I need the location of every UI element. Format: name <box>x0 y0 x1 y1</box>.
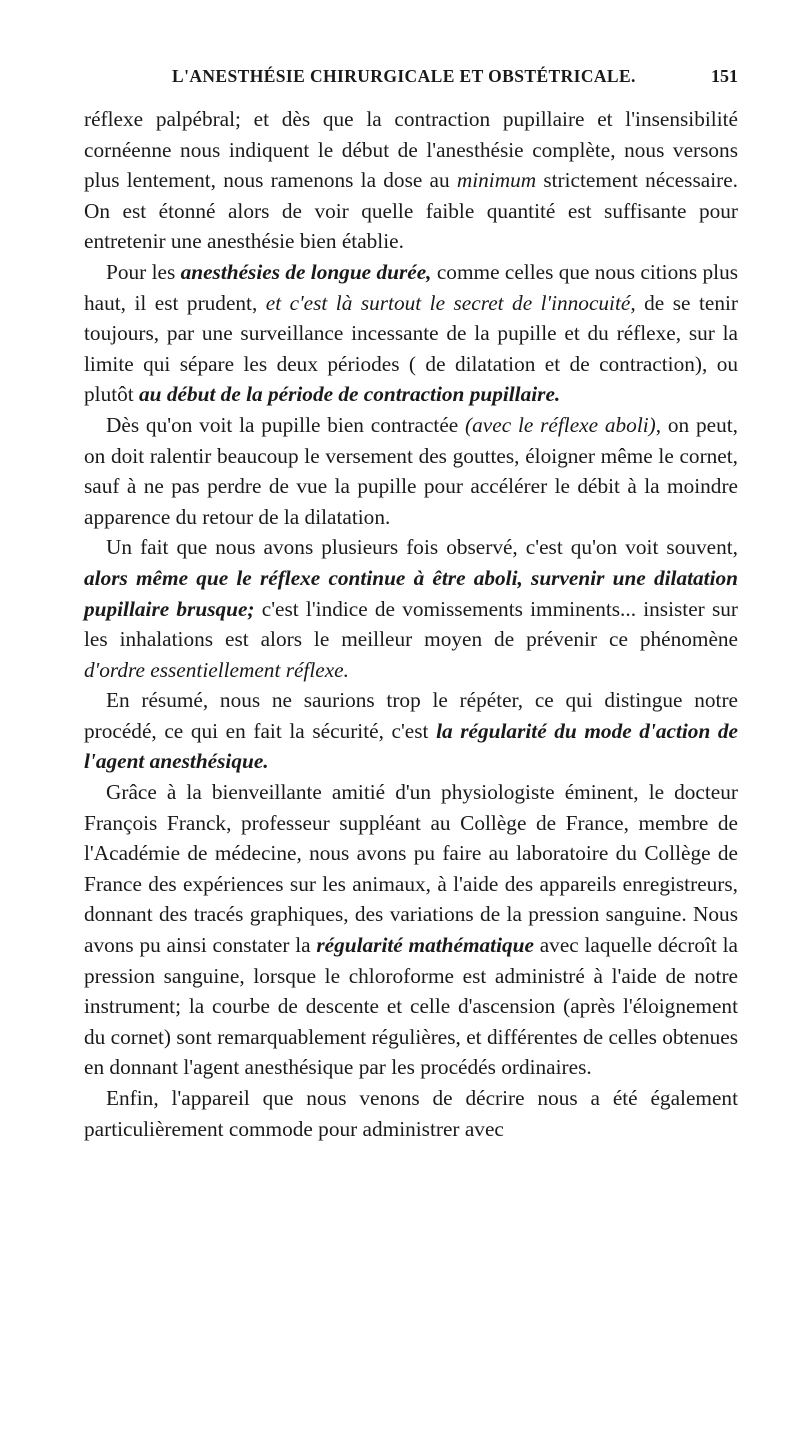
paragraph-text: Enfin, l'appareil que nous venons de décrire nous a été également particulièrement commode pour administrer avec <box>84 1086 738 1141</box>
paragraph-text: strictement nécessaire. On est étonné alors de voir quelle faible quantité est suffisante pour entretenir une anesthésie bien établie. <box>84 168 738 254</box>
paragraph <box>84 532 738 685</box>
emphasis-text: d'ordre essentiellement réflexe. <box>84 657 349 682</box>
emphasis-text: la régularité du mode d'action de l'agent anesthésique. <box>84 718 738 774</box>
paragraph-text: Grâce à la bienveillante amitié d'un physiologiste éminent, le docteur François Franck, professeur suppléant au Collège de France, membre de l'Académie de médecine, nous avons pu faire au laboratoire du Collège de France des expériences sur les animaux, à l'aide des appareils enregistreurs, donnant des tracés graphiques, des variations de la pression sanguine. Nous avons pu ainsi constater la <box>84 780 738 958</box>
paragraph-text: Un fait que nous avons plusieurs fois observé, c'est qu'on voit souvent, <box>106 535 738 560</box>
emphasis-text: régularité mathématique <box>316 933 534 958</box>
page-header <box>84 66 738 94</box>
paragraph-text: En résumé, nous ne saurions trop le répéter, ce qui distingue notre procédé, ce qui en fait la sécurité, c'est <box>84 688 738 743</box>
page-number: 151 <box>711 66 738 86</box>
paragraph <box>84 410 738 532</box>
paragraph-text: réflexe palpébral; et dès que la contraction pupillaire et l'insensibilité cornéenne nous indiquent le début de l'anesthésie complète, nous versons plus lentement, nous ramenons la dose au <box>84 107 738 193</box>
emphasis-text: alors même que le réflexe continue à être aboli, survenir une dilatation pupillaire brusque; <box>84 565 738 621</box>
paragraph-text: de se tenir toujours, par une surveillance incessante de la pupille et du réflexe, sur la limite qui sépare les deux périodes ( de dilatation et de contraction), ou plutôt <box>84 290 738 407</box>
paragraph <box>84 685 738 777</box>
paragraph-text: avec laquelle décroît la pression sanguine, lorsque le chloroforme est administré à l'aide de notre instrument; la courbe de descente et celle d'ascension (après l'éloignement du cornet) sont remarquablement régulières, et différentes de celles obtenues en donnant l'agent anesthésique par les procédés ordinaires. <box>84 933 738 1080</box>
emphasis-text: au début de la période de contraction pupillaire. <box>139 382 561 407</box>
paragraph-text: c'est l'indice de vomissements imminents... insister sur les inhalations est alors le meilleur moyen de prévenir ce phénomène <box>84 596 738 652</box>
paragraph-text: Pour les <box>106 259 181 284</box>
paragraph-text: comme celles que nous citions plus haut, il est prudent, <box>84 259 739 315</box>
running-title: L'ANESTHÉSIE CHIRURGICALE ET OBSTÉTRICALE. <box>172 66 636 86</box>
paragraph <box>84 257 738 410</box>
emphasis-text: minimum <box>456 168 537 193</box>
paragraph <box>84 104 738 257</box>
paragraph <box>84 1083 738 1144</box>
emphasis-text: anesthésies de longue durée, <box>180 259 432 284</box>
paragraph-text: Dès qu'on voit la pupille bien contractée <box>106 412 466 437</box>
paragraph-text: , on peut, on doit ralentir beaucoup le versement des gouttes, éloigner même le cornet, sauf à ne pas perdre de vue la pupille pour accélérer le débit à la moindre apparence du retour de la dilatation. <box>84 412 739 529</box>
paragraph <box>84 777 738 1083</box>
emphasis-text: et c'est là surtout le secret de l'innocuité, <box>265 290 636 315</box>
body-text <box>84 104 738 1144</box>
emphasis-text: (avec le réflexe aboli) <box>465 412 656 437</box>
